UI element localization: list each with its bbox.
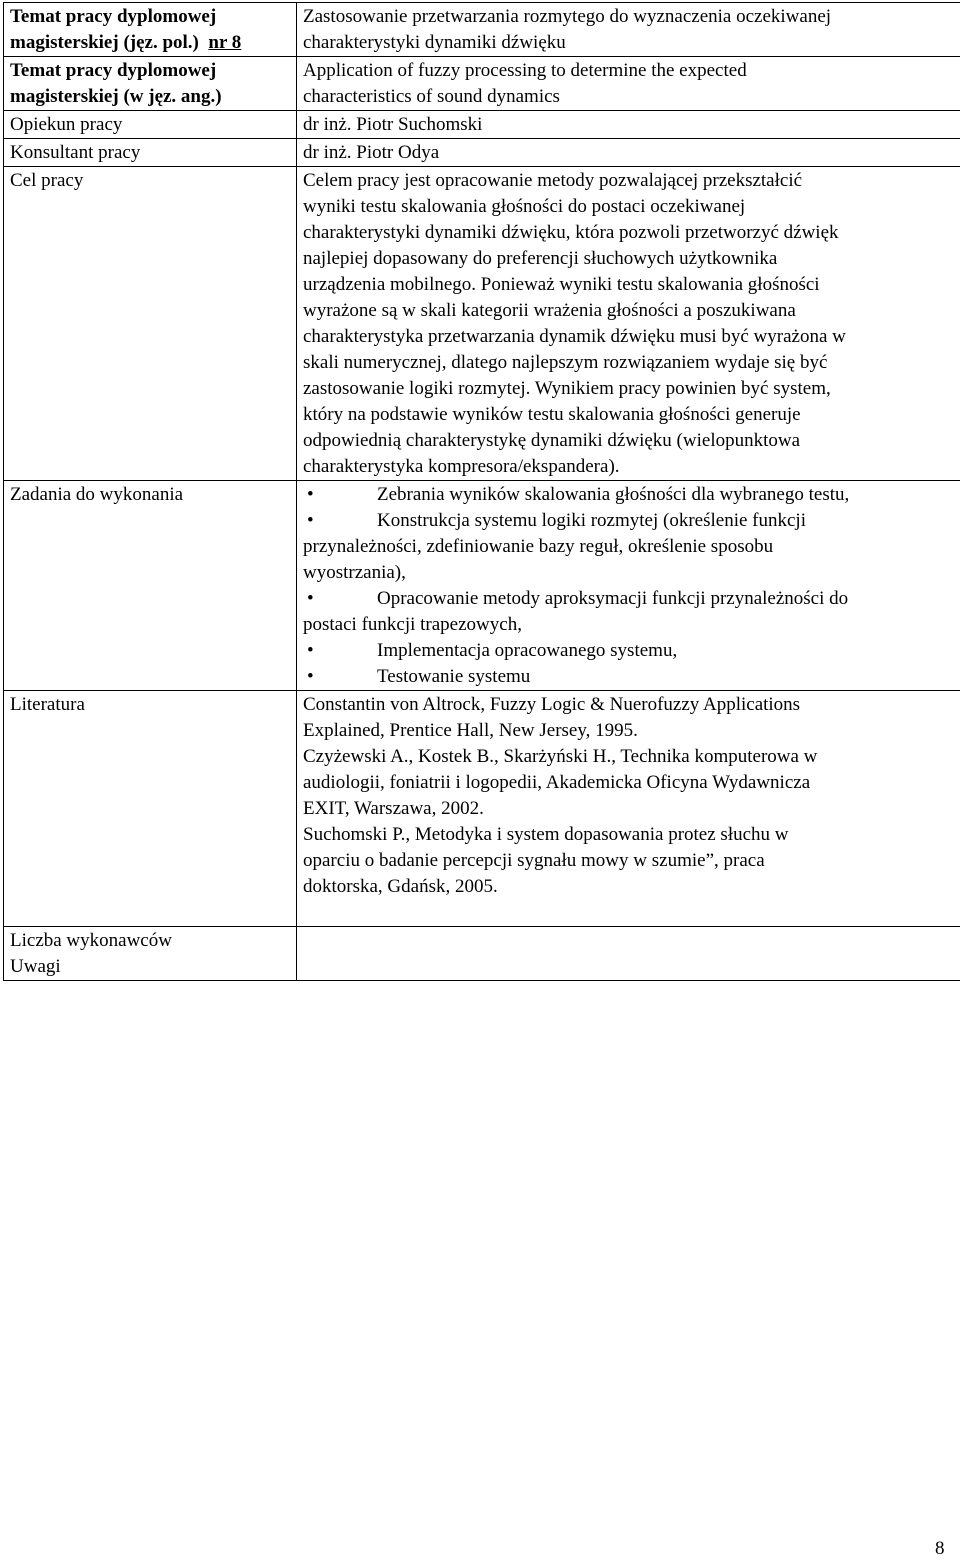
label-title-pl-line1: Temat pracy dyplomowej <box>10 6 216 27</box>
row-goal <box>4 167 960 481</box>
row-tasks <box>4 481 960 691</box>
page-number: 8 <box>935 1538 945 1560</box>
goal-line: który na podstawie wyników testu skalowania głośności generuje <box>303 404 801 425</box>
value-consultant: dr inż. Piotr Odya <box>297 139 960 167</box>
value-goal <box>297 167 960 481</box>
thesis-number: nr 8 <box>208 32 241 53</box>
bullet-icon: • <box>303 508 377 534</box>
value-title-pl-line2: charakterystyki dynamiki dźwięku <box>303 32 566 53</box>
goal-line: charakterystyka kompresora/ekspandera). <box>303 456 620 477</box>
value-supervisor: dr inż. Piotr Suchomski <box>297 111 960 139</box>
literature-spacer <box>303 900 957 926</box>
bullet-icon: • <box>303 638 377 664</box>
literature-line: doktorska, Gdańsk, 2005. <box>303 874 957 900</box>
task-item <box>303 508 957 586</box>
bullet-icon: • <box>303 586 377 612</box>
label-title-pl <box>4 3 297 57</box>
label-title-en-line2: magisterskiej (w jęz. ang.) <box>10 86 222 107</box>
label-supervisor: Opiekun pracy <box>4 111 297 139</box>
task-text: Opracowanie metody aproksymacji funkcji przynależności do <box>377 588 848 609</box>
label-authors-count: Liczba wykonawców <box>10 930 172 951</box>
task-text: Konstrukcja systemu logiki rozmytej (określenie funkcji <box>377 510 806 531</box>
bullet-icon: • <box>303 482 377 508</box>
row-title-pl <box>4 3 960 57</box>
task-text-continued: wyostrzania), <box>303 562 406 583</box>
task-text-continued: postaci funkcji trapezowych, <box>303 614 522 635</box>
literature-line: oparciu o badanie percepcji sygnału mowy w szumie”, praca <box>303 848 957 874</box>
task-text: Implementacja opracowanego systemu, <box>377 640 677 661</box>
label-authors-remarks <box>4 927 297 981</box>
row-consultant <box>4 139 960 167</box>
literature-line: EXIT, Warszawa, 2002. <box>303 796 957 822</box>
goal-line: Celem pracy jest opracowanie metody pozwalającej przekształcić <box>303 170 802 191</box>
literature-line: Czyżewski A., Kostek B., Skarżyński H., Technika komputerowa w <box>303 744 957 770</box>
label-title-pl-line2: magisterskiej (jęz. pol.) <box>10 32 199 53</box>
row-authors-remarks <box>4 927 960 981</box>
value-title-en-line2: characteristics of sound dynamics <box>303 86 560 107</box>
row-title-en <box>4 57 960 111</box>
task-item <box>303 664 957 690</box>
task-item <box>303 586 957 638</box>
row-supervisor <box>4 111 960 139</box>
goal-line: skali numerycznej, dlatego najlepszym rozwiązaniem wydaje się być <box>303 352 827 373</box>
task-text: Testowanie systemu <box>377 666 530 687</box>
value-authors-remarks <box>297 927 960 981</box>
literature-line: Explained, Prentice Hall, New Jersey, 1995. <box>303 718 957 744</box>
value-tasks <box>297 481 960 691</box>
value-title-pl-line1: Zastosowanie przetwarzania rozmytego do wyznaczenia oczekiwanej <box>303 6 831 27</box>
literature-line: Suchomski P., Metodyka i system dopasowania protez słuchu w <box>303 822 957 848</box>
goal-line: urządzenia mobilnego. Ponieważ wyniki testu skalowania głośności <box>303 274 820 295</box>
label-goal: Cel pracy <box>4 167 297 481</box>
literature-line: Constantin von Altrock, Fuzzy Logic & Nuerofuzzy Applications <box>303 692 957 718</box>
goal-line: zastosowanie logiki rozmytej. Wynikiem pracy powinien być system, <box>303 378 831 399</box>
goal-line: charakterystyka przetwarzania dynamik dźwięku musi być wyrażona w <box>303 326 846 347</box>
literature-line: audiologii, foniatrii i logopedii, Akademicka Oficyna Wydawnicza <box>303 770 957 796</box>
task-text-continued: przynależności, zdefiniowanie bazy reguł, określenie sposobu <box>303 536 773 557</box>
goal-line: najlepiej dopasowany do preferencji słuchowych użytkownika <box>303 248 777 269</box>
value-title-pl <box>297 3 960 57</box>
task-item <box>303 482 957 508</box>
thesis-form-table <box>3 2 960 981</box>
label-literature: Literatura <box>4 691 297 927</box>
label-consultant: Konsultant pracy <box>4 139 297 167</box>
value-title-en <box>297 57 960 111</box>
goal-line: charakterystyki dynamiki dźwięku, która pozwoli przetworzyć dźwięk <box>303 222 839 243</box>
goal-line: odpowiednią charakterystykę dynamiki dźwięku (wielopunktowa <box>303 430 800 451</box>
value-title-en-line1: Application of fuzzy processing to determine the expected <box>303 60 747 81</box>
label-tasks: Zadania do wykonania <box>4 481 297 691</box>
task-item <box>303 638 957 664</box>
goal-line: wyniki testu skalowania głośności do postaci oczekiwanej <box>303 196 745 217</box>
task-text: Zebrania wyników skalowania głośności dla wybranego testu, <box>377 484 849 505</box>
value-literature <box>297 691 960 927</box>
row-literature <box>4 691 960 927</box>
bullet-icon: • <box>303 664 377 690</box>
goal-line: wyrażone są w skali kategorii wrażenia głośności a poszukiwana <box>303 300 796 321</box>
label-title-en-line1: Temat pracy dyplomowej <box>10 60 216 81</box>
label-remarks: Uwagi <box>10 956 61 977</box>
label-title-en <box>4 57 297 111</box>
